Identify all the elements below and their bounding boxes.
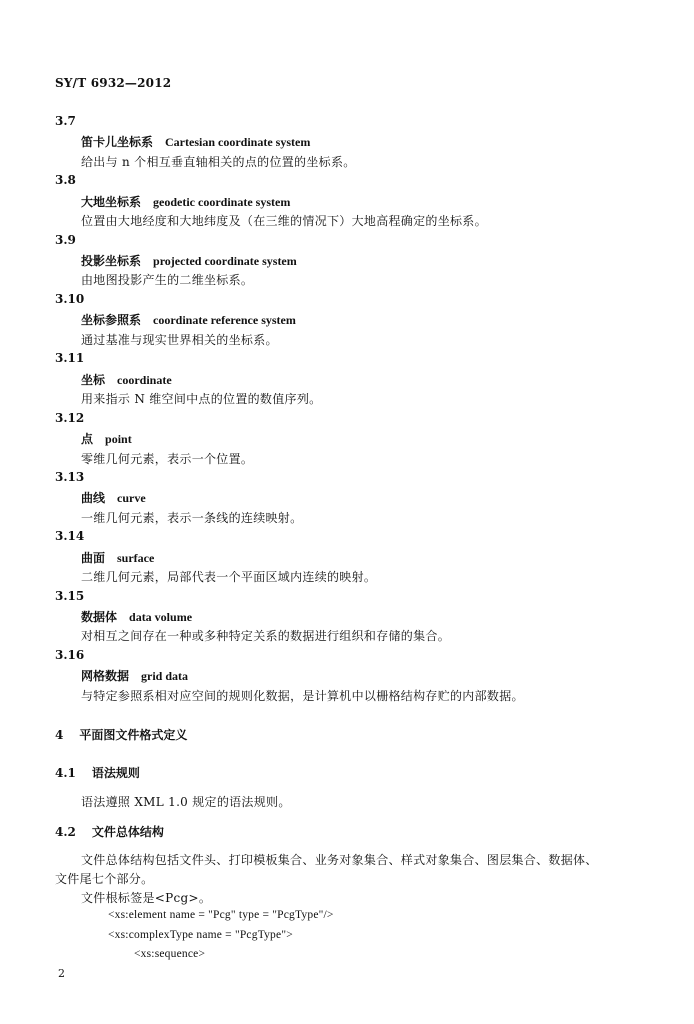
term-definition: 一维几何元素，表示一条线的连续映射。 (81, 511, 303, 525)
section-number: 4 (55, 728, 64, 742)
term-title (81, 608, 192, 625)
term-number: 3.12 (55, 411, 85, 425)
term-zh: 网格数据 (81, 669, 130, 683)
term-zh: 投影坐标系 (81, 254, 142, 268)
term-en: curve (117, 491, 146, 505)
term-en: point (105, 432, 132, 446)
term-definition: 用来指示 N 维空间中点的位置的数值序列。 (81, 392, 322, 406)
subsection-title: 语法规则 (91, 766, 140, 780)
term-definition: 通过基准与现实世界相关的坐标系。 (81, 333, 278, 347)
term-definition: 对相互之间存在一种或多种特定关系的数据进行组织和存储的集合。 (81, 629, 451, 643)
term-number: 3.8 (55, 173, 76, 187)
term-zh: 大地坐标系 (81, 195, 142, 209)
subsection-heading (55, 764, 140, 781)
subsection-number: 4.1 (55, 766, 76, 780)
term-title (81, 667, 188, 684)
term-zh: 数据体 (81, 610, 118, 624)
term-zh: 坐标 (81, 373, 106, 387)
term-zh: 坐标参照系 (81, 313, 142, 327)
section-heading (55, 726, 187, 743)
term-title (81, 133, 310, 150)
section-title: 平面图文件格式定义 (79, 728, 188, 742)
term-number: 3.9 (55, 233, 76, 247)
term-definition: 由地图投影产生的二维坐标系。 (81, 273, 254, 287)
term-title (81, 371, 172, 388)
code-line: <xs:sequence> (134, 948, 206, 960)
code-line: <xs:complexType name = "PcgType"> (108, 929, 293, 941)
term-title (81, 489, 146, 506)
term-definition: 与特定参照系相对应空间的规则化数据，是计算机中以栅格结构存贮的内部数据。 (81, 689, 524, 703)
paragraph: 文件尾七个部分。 (55, 872, 154, 886)
term-title (81, 549, 154, 566)
code-line: <xs:element name = "Pcg" type = "PcgType"/> (108, 909, 334, 921)
subsection-number: 4.2 (55, 825, 76, 839)
term-number: 3.16 (55, 648, 85, 662)
document-header: SY/T 6932—2012 (55, 76, 172, 90)
term-number: 3.15 (55, 589, 85, 603)
subsection-title: 文件总体结构 (91, 825, 164, 839)
term-title (81, 252, 297, 269)
term-zh: 笛卡儿坐标系 (81, 135, 154, 149)
term-en: coordinate (117, 373, 172, 387)
term-en: projected coordinate system (153, 254, 297, 268)
term-definition: 零维几何元素，表示一个位置。 (81, 452, 254, 466)
term-number: 3.10 (55, 292, 85, 306)
term-title (81, 430, 132, 447)
term-number: 3.7 (55, 114, 76, 128)
term-definition: 二维几何元素，局部代表一个平面区域内连续的映射。 (81, 570, 377, 584)
term-number: 3.14 (55, 529, 85, 543)
term-number: 3.11 (55, 351, 85, 365)
paragraph: 语法遵照 XML 1.0 规定的语法规则。 (81, 795, 291, 809)
term-title (81, 311, 296, 328)
term-title (81, 193, 290, 210)
term-en: grid data (141, 669, 189, 683)
term-zh: 点 (81, 432, 94, 446)
term-zh: 曲面 (81, 551, 106, 565)
paragraph: 文件总体结构包括文件头、打印模板集合、业务对象集合、样式对象集合、图层集合、数据体、 (81, 853, 598, 867)
term-en: surface (117, 551, 155, 565)
term-zh: 曲线 (81, 491, 106, 505)
term-definition: 位置由大地经度和大地纬度及（在三维的情况下）大地高程确定的坐标系。 (81, 214, 487, 228)
term-number: 3.13 (55, 470, 85, 484)
term-en: Cartesian coordinate system (165, 135, 311, 149)
page-number: 2 (58, 967, 65, 980)
term-en: coordinate reference system (153, 313, 296, 327)
subsection-heading (55, 823, 164, 840)
term-definition: 给出与 n 个相互垂直轴相关的点的位置的坐标系。 (81, 155, 356, 169)
paragraph: 文件根标签是<Pcg>。 (81, 891, 212, 905)
term-en: data volume (129, 610, 193, 624)
term-en: geodetic coordinate system (153, 195, 291, 209)
